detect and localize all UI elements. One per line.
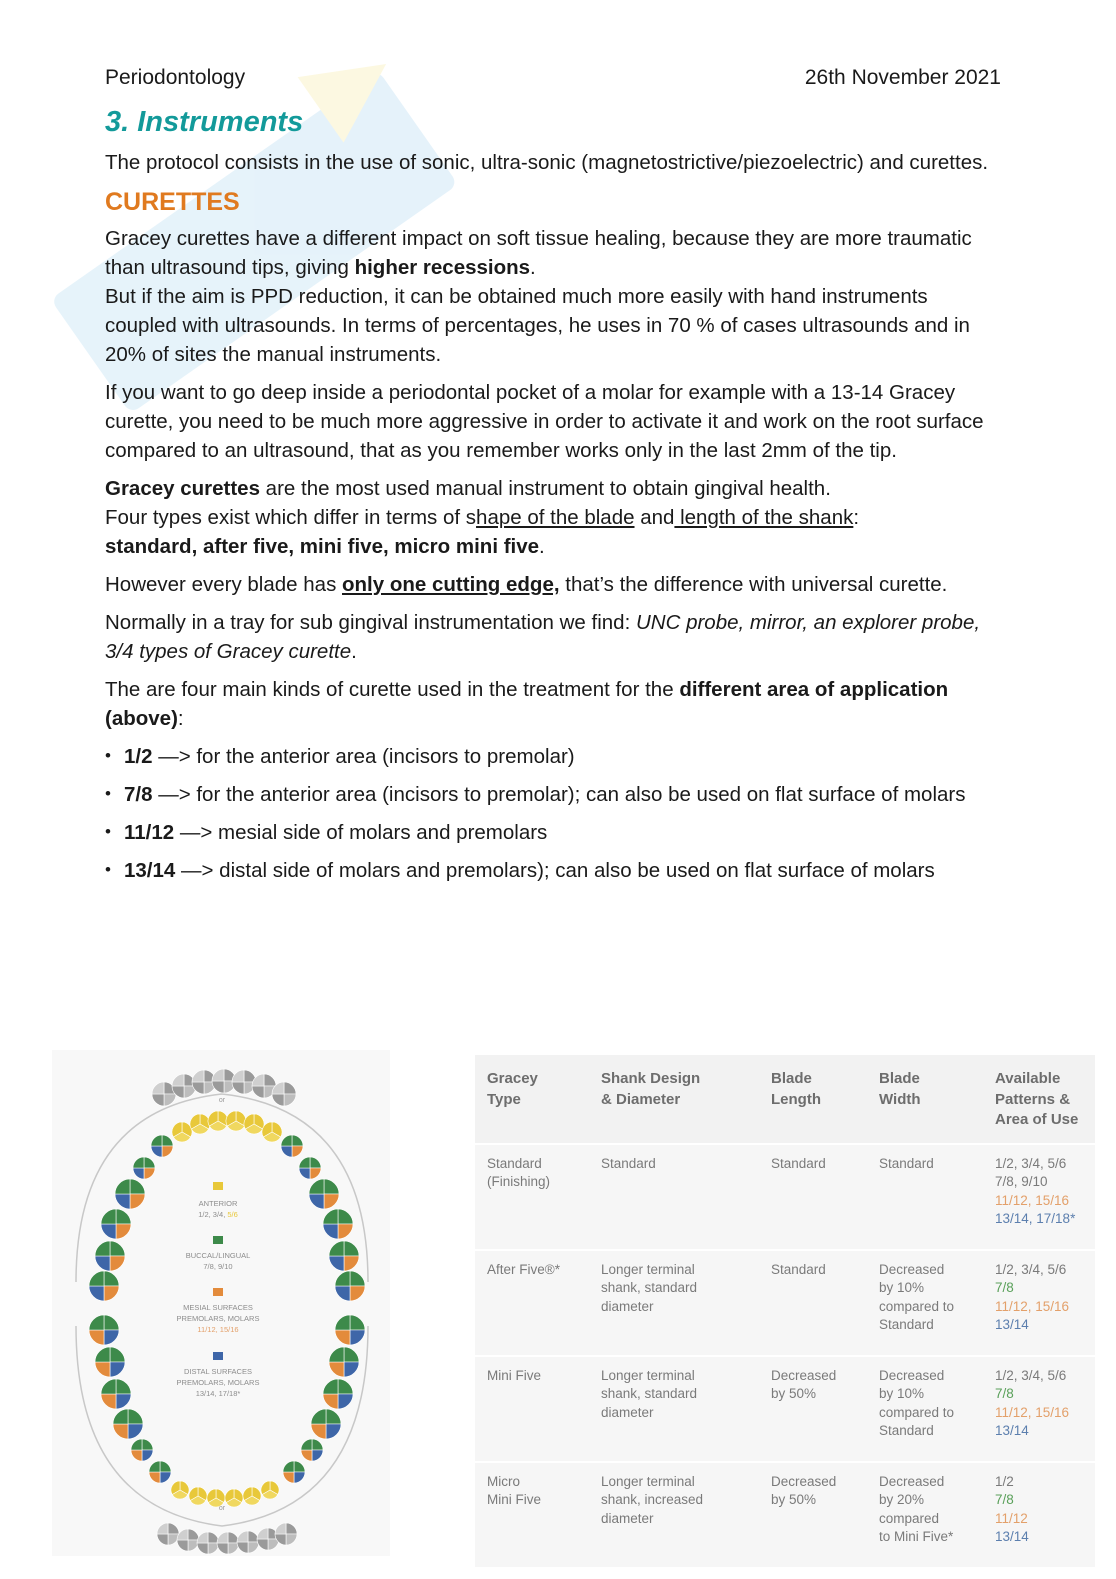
tooth-icon bbox=[115, 1179, 145, 1209]
gracey-comparison-table bbox=[475, 1055, 1095, 1567]
header-patterns bbox=[983, 1055, 1095, 1144]
curette-number: 13/14 bbox=[124, 859, 176, 882]
pattern-line: 11/12, 15/16 bbox=[995, 1298, 1070, 1314]
tooth-icon bbox=[95, 1347, 125, 1377]
curette-list bbox=[105, 742, 1005, 885]
tooth-icon bbox=[329, 1347, 359, 1377]
paragraph-cutting-edge bbox=[105, 570, 1005, 599]
cell-type: Standard (Finishing) bbox=[475, 1144, 589, 1250]
text-run: Four types exist which differ in terms of s bbox=[105, 506, 477, 529]
curette-use: —> for the anterior area (incisors to premolar) bbox=[152, 745, 575, 768]
legend-distal-title: DISTAL SURFACES bbox=[184, 1367, 252, 1376]
cell-shank: Longer terminal shank, standard diameter bbox=[589, 1250, 759, 1356]
dental-arch-diagram bbox=[52, 1050, 390, 1556]
tooth-icon bbox=[157, 1523, 179, 1545]
legend-swatch-mesial bbox=[213, 1288, 223, 1296]
legend-anterior-patterns bbox=[198, 1210, 238, 1219]
tooth-icon bbox=[101, 1379, 131, 1409]
legend-buccal-patterns: 7/8, 9/10 bbox=[203, 1262, 233, 1271]
tooth-icon bbox=[197, 1532, 219, 1554]
italic-text: UNC probe, mirror, an explorer probe, 3/4 types of Gracey curette bbox=[105, 611, 981, 663]
text-run: : bbox=[853, 506, 860, 529]
pattern-line: 13/14 bbox=[995, 1529, 1029, 1544]
pattern-line: 7/8 bbox=[995, 1492, 1014, 1507]
legend-swatch-buccal bbox=[213, 1236, 223, 1244]
cell-length: Standard bbox=[759, 1250, 867, 1356]
text-run: and bbox=[634, 506, 675, 529]
legend-mesial-title: MESIAL SURFACES bbox=[183, 1303, 253, 1312]
legend-mesial-patterns: 11/12, 15/16 bbox=[197, 1325, 239, 1334]
header-shank-design bbox=[589, 1055, 759, 1144]
cell-type: Micro Mini Five bbox=[475, 1462, 589, 1567]
pattern-line: 1/2, 3/4, 5/6 bbox=[995, 1261, 1067, 1277]
list-item bbox=[105, 856, 1005, 885]
text-run: However every blade has bbox=[105, 573, 343, 596]
paragraph-kinds bbox=[105, 675, 1005, 733]
tooth-icon bbox=[275, 1523, 297, 1545]
legend-text: 1/2, 3/4, bbox=[198, 1210, 228, 1219]
legend-swatch-anterior bbox=[213, 1182, 223, 1190]
tooth-icon bbox=[309, 1179, 339, 1209]
text-run: . bbox=[351, 640, 357, 663]
cell-width: Decreased by 20% compared to Mini Five* bbox=[867, 1462, 983, 1567]
bullet-icon: • bbox=[105, 784, 111, 803]
pattern-line: 13/14 bbox=[995, 1423, 1029, 1438]
cell-shank: Longer terminal shank, standard diameter bbox=[589, 1356, 759, 1462]
text-run: : bbox=[177, 707, 184, 730]
tooth-icon bbox=[272, 1082, 296, 1106]
table-row bbox=[475, 1356, 1095, 1462]
bold-text bbox=[342, 573, 560, 596]
pattern-line: 13/14 bbox=[995, 1317, 1029, 1332]
or-label-top: or bbox=[218, 1097, 226, 1104]
subsection-title: CURETTES bbox=[105, 188, 240, 216]
tooth-icon bbox=[89, 1315, 119, 1345]
tooth-icon bbox=[335, 1315, 365, 1345]
curette-use: —> distal side of molars and premolars); can also be used on flat surface of molars bbox=[175, 859, 935, 882]
tooth-icon bbox=[133, 1157, 155, 1179]
table-row bbox=[475, 1144, 1095, 1250]
intro-paragraph: The protocol consists in the use of sonic, ultra-sonic (magnetostrictive/piezoelectric) and curettes. bbox=[105, 151, 989, 174]
pattern-line: 11/12, 15/16 bbox=[995, 1404, 1070, 1420]
cell-width: Standard bbox=[867, 1144, 983, 1250]
tooth-icon bbox=[149, 1461, 171, 1483]
tooth-icon bbox=[95, 1241, 125, 1271]
legend-swatch-distal bbox=[213, 1352, 223, 1360]
tooth-icon bbox=[283, 1461, 305, 1483]
cell-patterns bbox=[983, 1356, 1095, 1462]
tooth-icon bbox=[190, 1114, 210, 1134]
cell-type: Mini Five bbox=[475, 1356, 589, 1462]
tooth-icon bbox=[244, 1114, 264, 1134]
tooth-icon bbox=[189, 1487, 207, 1505]
table-header-row bbox=[475, 1055, 1095, 1144]
underlined-text: length of the shank bbox=[674, 506, 854, 529]
tooth-icon bbox=[261, 1481, 279, 1499]
pattern-line: 13/14, 17/18* bbox=[995, 1211, 1076, 1226]
bold-text: Gracey curettes bbox=[105, 477, 260, 500]
cell-shank: Standard bbox=[589, 1144, 759, 1250]
curette-number: 11/12 bbox=[124, 821, 175, 844]
tooth-icon bbox=[301, 1439, 323, 1461]
paragraph-gracey-types bbox=[105, 474, 1005, 561]
tooth-icon bbox=[243, 1487, 261, 1505]
curette-number: 1/2 bbox=[124, 745, 153, 768]
table-row bbox=[475, 1250, 1095, 1356]
header-subject: Periodontology bbox=[105, 66, 246, 89]
legend-distal-subtitle: PREMOLARS, MOLARS bbox=[176, 1378, 260, 1387]
list-item bbox=[105, 818, 1005, 847]
bold-text: standard, after five, mini five, micro mini five bbox=[105, 535, 540, 558]
tooth-icon bbox=[225, 1489, 243, 1507]
tooth-icon bbox=[89, 1271, 119, 1301]
paragraph-tray bbox=[105, 608, 1005, 666]
legend-distal-patterns: 13/14, 17/18* bbox=[195, 1389, 241, 1398]
pattern-line: 7/8, 9/10 bbox=[995, 1174, 1048, 1189]
main-content bbox=[105, 148, 1005, 894]
header-blade-length bbox=[759, 1055, 867, 1144]
tooth-icon bbox=[237, 1531, 259, 1553]
tooth-icon bbox=[177, 1529, 199, 1551]
list-item bbox=[105, 742, 1005, 771]
tooth-icon bbox=[226, 1111, 246, 1131]
curette-number: 7/8 bbox=[124, 783, 153, 806]
gracey-table-container bbox=[475, 1055, 1095, 1567]
header-text: Blade Width bbox=[879, 1070, 921, 1108]
tooth-icon bbox=[172, 1122, 192, 1142]
tooth-icon bbox=[217, 1532, 239, 1554]
header-text: Blade Length bbox=[771, 1070, 821, 1108]
tooth-icon bbox=[151, 1135, 173, 1157]
bullet-icon: • bbox=[105, 746, 111, 765]
underlined-text: only one cutting edge, bbox=[342, 573, 560, 596]
tooth-icon bbox=[329, 1241, 359, 1271]
tooth-icon bbox=[131, 1439, 153, 1461]
cell-shank: Longer terminal shank, increased diameter bbox=[589, 1462, 759, 1567]
bold-text: different area of application (above) bbox=[105, 678, 949, 730]
text-run: Normally in a tray for sub gingival instrumentation we find: bbox=[105, 611, 636, 634]
tooth-icon bbox=[208, 1111, 228, 1131]
text-run: The are four main kinds of curette used in the treatment for the bbox=[105, 678, 680, 701]
header-blade-width bbox=[867, 1055, 983, 1144]
legend-text: 5/6 bbox=[227, 1210, 238, 1219]
tooth-icon bbox=[262, 1122, 282, 1142]
legend-anterior-title: ANTERIOR bbox=[198, 1199, 238, 1208]
tooth-icon bbox=[113, 1409, 143, 1439]
header-text: Available Patterns & Area of Use bbox=[995, 1070, 1079, 1128]
dental-arch-figure bbox=[52, 1050, 390, 1556]
tooth-icon bbox=[281, 1135, 303, 1157]
curette-use: —> for the anterior area (incisors to premolar); can also be used on flat surface of molars bbox=[152, 783, 966, 806]
pattern-line: 1/2, 3/4, 5/6 bbox=[995, 1367, 1067, 1383]
cell-patterns bbox=[983, 1250, 1095, 1356]
cell-length: Decreased by 50% bbox=[759, 1462, 867, 1567]
tooth-icon bbox=[101, 1209, 131, 1239]
header-gracey-type bbox=[475, 1055, 589, 1144]
text-run: Gracey curettes have a different impact on soft tissue healing, because they are more traumatic than ultrasound tips, giving bbox=[105, 227, 972, 279]
tooth-icon bbox=[171, 1481, 189, 1499]
table-row bbox=[475, 1462, 1095, 1567]
tooth-icon bbox=[299, 1157, 321, 1179]
tooth-icon bbox=[323, 1379, 353, 1409]
header-text: Shank Design & Diameter bbox=[601, 1070, 701, 1108]
tooth-icon bbox=[323, 1209, 353, 1239]
paragraph-healing bbox=[105, 224, 1005, 369]
pattern-line: 1/2, 3/4, 5/6 bbox=[995, 1155, 1067, 1171]
curette-use: —> mesial side of molars and premolars bbox=[174, 821, 548, 844]
paragraph-molar: If you want to go deep inside a periodontal pocket of a molar for example with a 13-14 Gracey curette, you need to be much more aggressive in order to activate it and work on the root surface compared to an ultrasound, that as you remember works only in the last 2mm of the tip. bbox=[105, 381, 984, 462]
text-run: are the most used manual instrument to obtain gingival health. bbox=[259, 477, 831, 500]
legend-buccal-title: BUCCAL/LINGUAL bbox=[185, 1251, 251, 1260]
or-label-bottom: or bbox=[218, 1505, 226, 1512]
cell-type: After Five®* bbox=[475, 1250, 589, 1356]
pattern-line: 11/12 bbox=[995, 1510, 1028, 1526]
cell-length: Decreased by 50% bbox=[759, 1356, 867, 1462]
cell-patterns bbox=[983, 1462, 1095, 1567]
cell-width: Decreased by 10% compared to Standard bbox=[867, 1356, 983, 1462]
text-run: . bbox=[530, 256, 536, 279]
list-item bbox=[105, 780, 1005, 809]
legend-mesial-subtitle: PREMOLARS, MOLARS bbox=[176, 1314, 260, 1323]
tooth-icon bbox=[311, 1409, 341, 1439]
pattern-line: 1/2 bbox=[995, 1473, 1014, 1489]
pattern-line: 7/8 bbox=[995, 1386, 1014, 1401]
header-text: Gracey Type bbox=[487, 1070, 538, 1108]
section-title: 3. Instruments bbox=[105, 106, 304, 138]
pattern-line: 11/12, 15/16 bbox=[995, 1192, 1070, 1208]
cell-patterns bbox=[983, 1144, 1095, 1250]
text-run: . bbox=[539, 535, 545, 558]
text-run: that’s the difference with universal curette. bbox=[559, 573, 948, 596]
pattern-line: 7/8 bbox=[995, 1280, 1014, 1295]
header-date: 26th November 2021 bbox=[804, 66, 1001, 89]
bullet-icon: • bbox=[105, 822, 111, 841]
text-run: But if the aim is PPD reduction, it can be obtained much more easily with hand instruments coupled with ultrasounds. In terms of percentages, he uses in 70 % of cases ultrasounds and in 20% of sites the manual instruments. bbox=[105, 285, 970, 366]
tooth-icon bbox=[335, 1271, 365, 1301]
underlined-text: hape of the blade bbox=[476, 506, 635, 529]
bold-text: higher recessions bbox=[354, 256, 531, 279]
bullet-icon: • bbox=[105, 860, 111, 879]
cell-width: Decreased by 10% compared to Standard bbox=[867, 1250, 983, 1356]
cell-length: Standard bbox=[759, 1144, 867, 1250]
